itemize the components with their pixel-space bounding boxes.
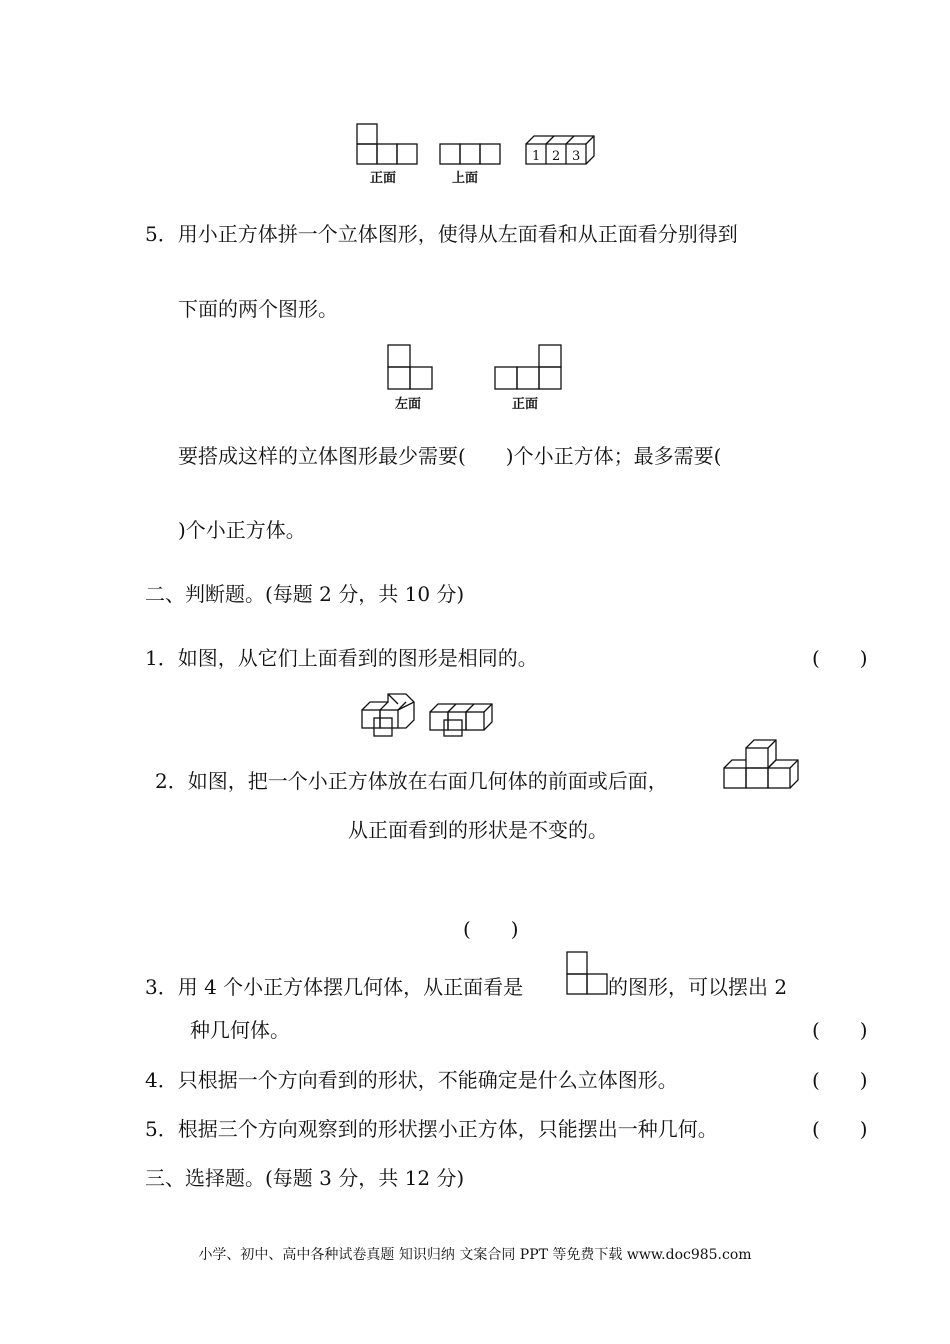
front-view-figure <box>355 122 420 166</box>
tf-item-1-text: 1．如图，从它们上面看到的图形是相同的。 <box>145 646 538 670</box>
tf-item-2-text-b: 从正面看到的形状是不变的。 <box>348 818 608 842</box>
q5-line-1: 5．用小正方体拼一个立体图形，使得从左面看和从正面看分别得到 <box>145 222 738 246</box>
page-footer: 小学、初中、高中各种试卷真题 知识归纳 文案合同 PPT 等免费下载 www.doc985.com <box>198 1247 752 1263</box>
left-view-figure <box>386 343 436 391</box>
section-3-heading: 三、选择题。(每题 3 分，共 12 分) <box>145 1166 465 1190</box>
q5-line-2: 下面的两个图形。 <box>178 297 338 321</box>
cube-number-1: 1 <box>532 149 541 164</box>
section-2-heading: 二、判断题。(每题 2 分，共 10 分) <box>145 582 465 606</box>
q5-front-view-caption: 正面 <box>512 397 539 412</box>
tf-item-2-solid-figure <box>722 738 798 792</box>
tf-item-2-text-a: 2．如图，把一个小正方体放在右面几何体的前面或后面， <box>155 769 668 793</box>
front-view-caption: 正面 <box>370 171 397 186</box>
cube-number-3: 3 <box>572 149 581 164</box>
tf-item-5-text: 5．根据三个方向观察到的形状摆小正方体，只能摆出一种几何。 <box>145 1117 718 1141</box>
tf-item-3-text-c: 种几何体。 <box>190 1018 290 1042</box>
tf-item-1-answer-paren[interactable]: ( ) <box>812 646 868 670</box>
tf-item-4-text: 4．只根据一个方向看到的形状，不能确定是什么立体图形。 <box>145 1068 678 1092</box>
cube-number-2: 2 <box>552 149 561 164</box>
q5-line-3: 要搭成这样的立体图形最少需要( )个小正方体；最多需要( <box>178 444 722 468</box>
top-view-caption: 上面 <box>452 171 479 186</box>
tf-item-3-front-view-figure <box>565 950 609 998</box>
left-view-caption: 左面 <box>395 397 422 412</box>
q5-front-view-figure <box>492 343 564 391</box>
tf-item-5-answer-paren[interactable]: ( ) <box>812 1117 868 1141</box>
tf-item-3-text-b: 的图形，可以摆出 2 <box>608 975 788 999</box>
numbered-cube-row-figure <box>524 134 599 166</box>
tf-item-1-cubes-right-figure <box>428 698 494 738</box>
tf-item-1-cubes-left-figure <box>360 692 416 738</box>
tf-item-4-answer-paren[interactable]: ( ) <box>812 1068 868 1092</box>
tf-item-3-text-a: 3．用 4 个小正方体摆几何体，从正面看是 <box>145 975 524 999</box>
top-view-figure <box>438 142 503 166</box>
tf-item-3-answer-paren[interactable]: ( ) <box>812 1018 868 1042</box>
q5-line-4: )个小正方体。 <box>178 518 306 542</box>
tf-item-2-answer-paren[interactable]: ( ) <box>463 917 519 941</box>
